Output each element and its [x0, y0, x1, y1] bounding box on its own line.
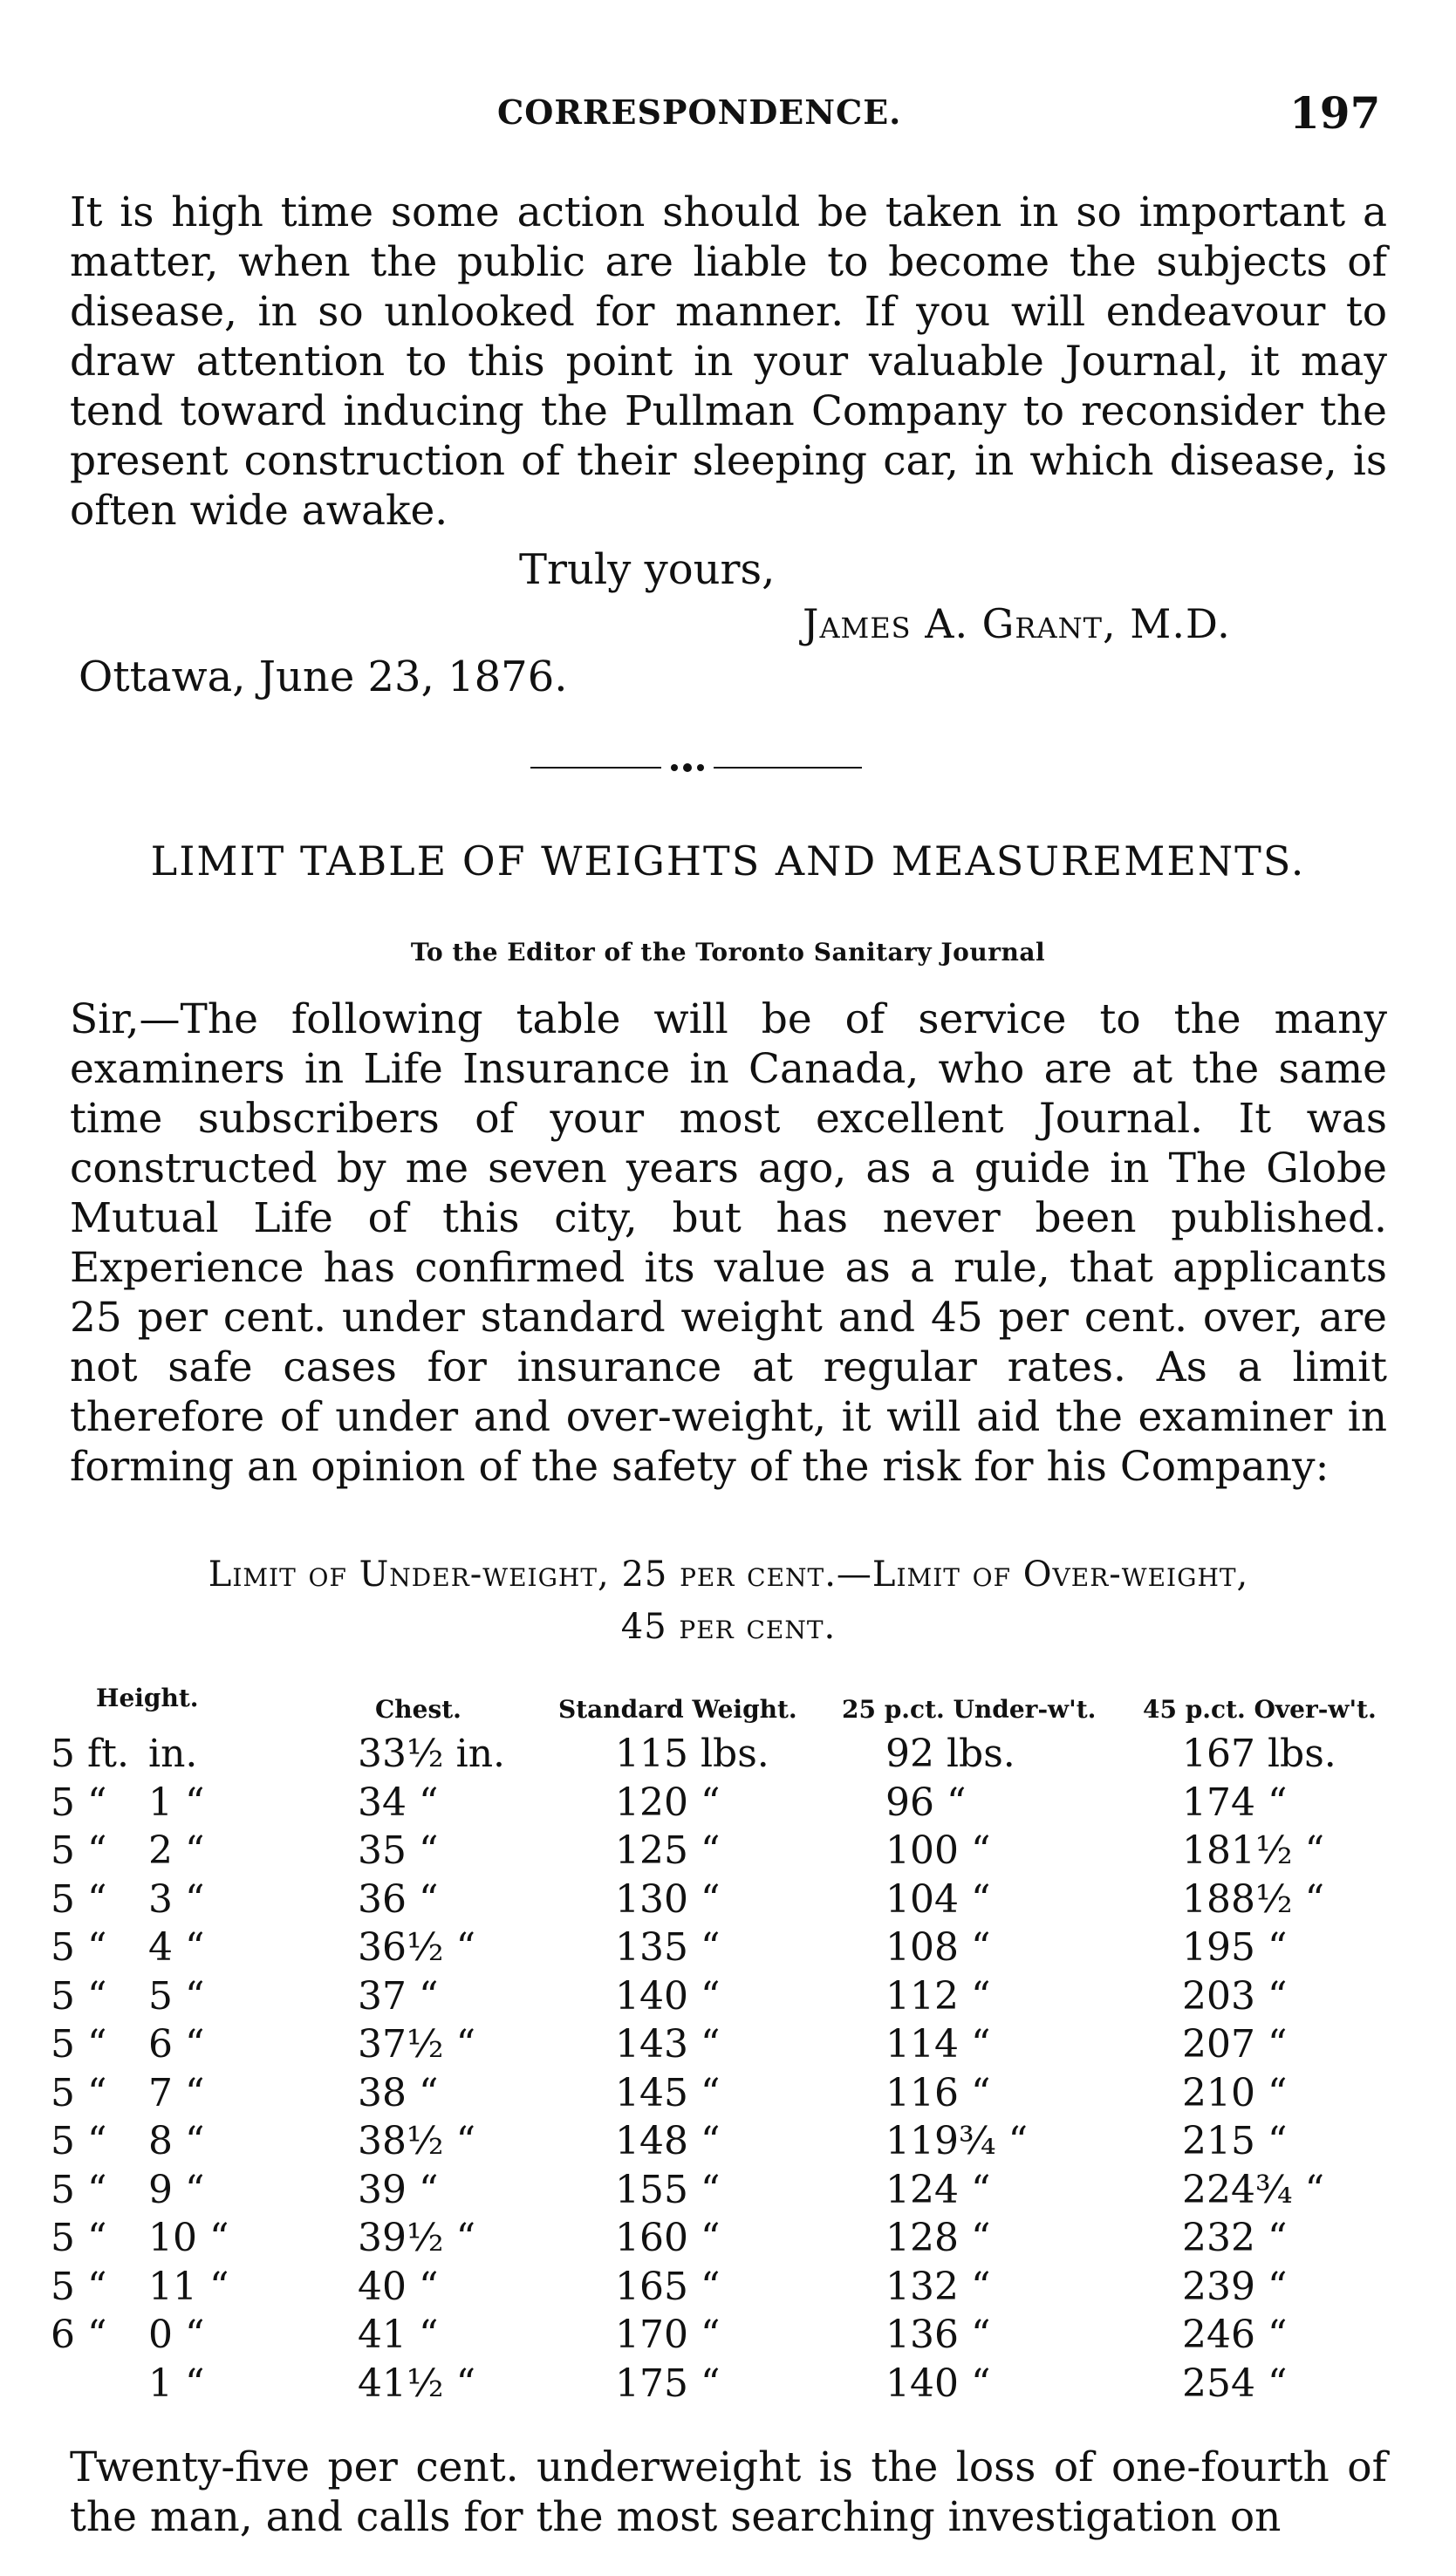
row-feet: 5 “	[51, 1828, 107, 1873]
row-over-weight: 210 “	[1182, 2070, 1288, 2115]
row-over-weight: 246 “	[1182, 2313, 1288, 2357]
row-inches: 5 “	[148, 1973, 205, 2019]
row-over-weight: 207 “	[1182, 2022, 1288, 2067]
row-over-weight: 188½ “	[1182, 1876, 1325, 1922]
row-standard-weight: 148 “	[615, 2119, 721, 2163]
row-under-weight: 92 lbs.	[885, 1732, 1015, 1776]
table-row	[0, 1828, 1456, 1876]
row-over-weight: 167 lbs.	[1182, 1732, 1336, 1776]
closing-paragraph: Twenty-five per cent. underweight is the loss of one-fourth of the man, and calls for the most searching investigation on	[70, 2443, 1387, 2541]
row-feet: 6 “	[51, 2313, 107, 2357]
row-standard-weight: 175 “	[615, 2361, 721, 2406]
header-standard-weight: Standard Weight.	[558, 1695, 797, 1724]
row-standard-weight: 120 “	[615, 1780, 721, 1825]
row-over-weight: 215 “	[1182, 2119, 1288, 2163]
row-chest: 39½ “	[358, 2216, 476, 2260]
row-over-weight: 181½ “	[1182, 1828, 1325, 1873]
row-chest: 40 “	[358, 2264, 439, 2309]
row-chest: 38 “	[358, 2070, 439, 2115]
row-under-weight: 119¾ “	[885, 2119, 1029, 2163]
row-inches: 0 “	[148, 2313, 205, 2357]
row-chest: 34 “	[358, 1780, 439, 1825]
row-under-weight: 132 “	[885, 2264, 991, 2309]
row-feet: 5 “	[51, 2167, 107, 2212]
section-subhead: To the Editor of the Toronto Sanitary Journal	[410, 938, 1046, 967]
row-standard-weight: 135 “	[615, 1925, 721, 1970]
table-row	[0, 2071, 1456, 2119]
letter-closing-text: It is high time some action should be taken in so important a matter, when the public are liable to become the subjects of disease, in so unlooked for manner. If you will endeavour to draw attention to this point in your valuable Journal, it may tend toward inducing the Pullman Company to reconsider the present construction of their sleeping car, in which disease, is often wide awake.	[70, 188, 1387, 535]
row-inches: 7 “	[148, 2070, 205, 2115]
header-over-weight: 45 p.ct. Over-w't.	[1143, 1695, 1377, 1724]
row-feet: 5 “	[51, 2070, 107, 2115]
row-inches: 8 “	[148, 2119, 205, 2163]
table-row	[0, 1925, 1456, 1973]
row-under-weight: 128 “	[885, 2216, 991, 2260]
row-feet: 5 “	[51, 1925, 107, 1970]
row-chest: 33½ in.	[358, 1732, 506, 1776]
row-under-weight: 140 “	[885, 2361, 991, 2406]
table-title-line2: 45 per cent.	[620, 1607, 837, 1647]
row-standard-weight: 165 “	[615, 2264, 721, 2309]
running-head-title: CORRESPONDENCE.	[497, 92, 902, 132]
row-chest: 38½ “	[358, 2119, 476, 2163]
signature: James A. Grant, M.D.	[803, 600, 1231, 647]
table-row	[0, 1780, 1456, 1828]
row-inches: 10 “	[148, 2216, 229, 2260]
section-title: LIMIT TABLE OF WEIGHTS AND MEASUREMENTS.	[150, 837, 1306, 885]
table-row	[0, 2265, 1456, 2313]
table-row	[0, 1877, 1456, 1925]
row-under-weight: 116 “	[885, 2070, 991, 2115]
row-feet: 5 “	[51, 2119, 107, 2163]
running-head	[0, 87, 1456, 140]
row-standard-weight: 170 “	[615, 2313, 721, 2357]
row-standard-weight: 115 lbs.	[615, 1732, 769, 1776]
row-inches: 3 “	[148, 1876, 205, 1922]
row-inches: 2 “	[148, 1828, 205, 1873]
row-inches: 1 “	[148, 2361, 205, 2406]
page-number: 197	[1289, 87, 1381, 139]
row-inches: 6 “	[148, 2022, 205, 2067]
row-feet: 5 “	[51, 1973, 107, 2019]
row-chest: 41½ “	[358, 2361, 476, 2406]
row-inches: 11 “	[148, 2264, 229, 2309]
row-standard-weight: 160 “	[615, 2216, 721, 2260]
row-inches: 9 “	[148, 2167, 205, 2212]
row-chest: 39 “	[358, 2167, 439, 2212]
letter-body-paragraph: Sir,—The following table will be of service to the many examiners in Life Insurance in Canada, who are at the same time subscribers of your most excellent Journal. It was constructed by me seven years ago, as a guide in The Globe Mutual Life of this city, but has never been published. Experience has confirmed its value as a rule, that applicants 25 per cent. under standard weight and 45 per cent. over, are not safe cases for insurance at regular rates. As a limit therefore of under and over-weight, it will aid the examiner in forming an opinion of the safety of the risk for his Company:	[70, 995, 1387, 1491]
row-standard-weight: 145 “	[615, 2070, 721, 2115]
row-standard-weight: 125 “	[615, 1828, 721, 1873]
row-chest: 37½ “	[358, 2022, 476, 2067]
row-over-weight: 174 “	[1182, 1780, 1288, 1825]
table-row	[0, 2119, 1456, 2167]
row-standard-weight: 143 “	[615, 2022, 721, 2067]
row-chest: 36 “	[358, 1876, 439, 1922]
row-over-weight: 195 “	[1182, 1925, 1288, 1970]
row-under-weight: 104 “	[885, 1876, 991, 1922]
row-feet: 5 “	[51, 2216, 107, 2260]
row-inches: 1 “	[148, 1780, 205, 1825]
section-divider-ornament	[530, 759, 862, 776]
table-row	[0, 2216, 1456, 2264]
row-standard-weight: 130 “	[615, 1876, 721, 1922]
row-under-weight: 124 “	[885, 2167, 991, 2212]
row-standard-weight: 140 “	[615, 1973, 721, 2019]
row-over-weight: 254 “	[1182, 2361, 1288, 2406]
row-over-weight: 239 “	[1182, 2264, 1288, 2309]
table-row	[0, 2168, 1456, 2216]
row-under-weight: 114 “	[885, 2022, 991, 2067]
row-chest: 36½ “	[358, 1925, 476, 1970]
signoff: Truly yours,	[519, 545, 776, 594]
row-feet: 5 ft.	[51, 1732, 129, 1776]
letter-closing-paragraph	[70, 188, 1387, 536]
table-row	[0, 1732, 1456, 1780]
row-feet: 5 “	[51, 1876, 107, 1922]
table-row	[0, 1974, 1456, 2022]
row-feet: 5 “	[51, 2264, 107, 2309]
header-chest: Chest.	[375, 1695, 461, 1724]
row-under-weight: 100 “	[885, 1828, 991, 1873]
row-feet: 5 “	[51, 1780, 107, 1825]
table-row	[0, 2022, 1456, 2070]
place-date: Ottawa, June 23, 1876.	[79, 653, 568, 701]
row-chest: 37 “	[358, 1973, 439, 2019]
row-standard-weight: 155 “	[615, 2167, 721, 2212]
row-chest: 41 “	[358, 2313, 439, 2357]
row-under-weight: 96 “	[885, 1780, 967, 1825]
row-feet: 5 “	[51, 2022, 107, 2067]
table-title-line1: Limit of Under-weight, 25 per cent.—Limit of Over-weight,	[208, 1554, 1249, 1595]
row-over-weight: 232 “	[1182, 2216, 1288, 2260]
table-row	[0, 2313, 1456, 2361]
header-height: Height.	[96, 1684, 199, 1712]
row-under-weight: 108 “	[885, 1925, 991, 1970]
row-under-weight: 112 “	[885, 1973, 991, 2019]
row-inches: 4 “	[148, 1925, 205, 1970]
table-row	[0, 2361, 1456, 2409]
row-under-weight: 136 “	[885, 2313, 991, 2357]
table-title	[70, 1548, 1387, 1653]
row-chest: 35 “	[358, 1828, 439, 1873]
row-over-weight: 224¾ “	[1182, 2167, 1325, 2212]
row-inches: in.	[148, 1732, 198, 1776]
row-over-weight: 203 “	[1182, 1973, 1288, 2019]
header-under-weight: 25 p.ct. Under-w't.	[842, 1695, 1097, 1724]
